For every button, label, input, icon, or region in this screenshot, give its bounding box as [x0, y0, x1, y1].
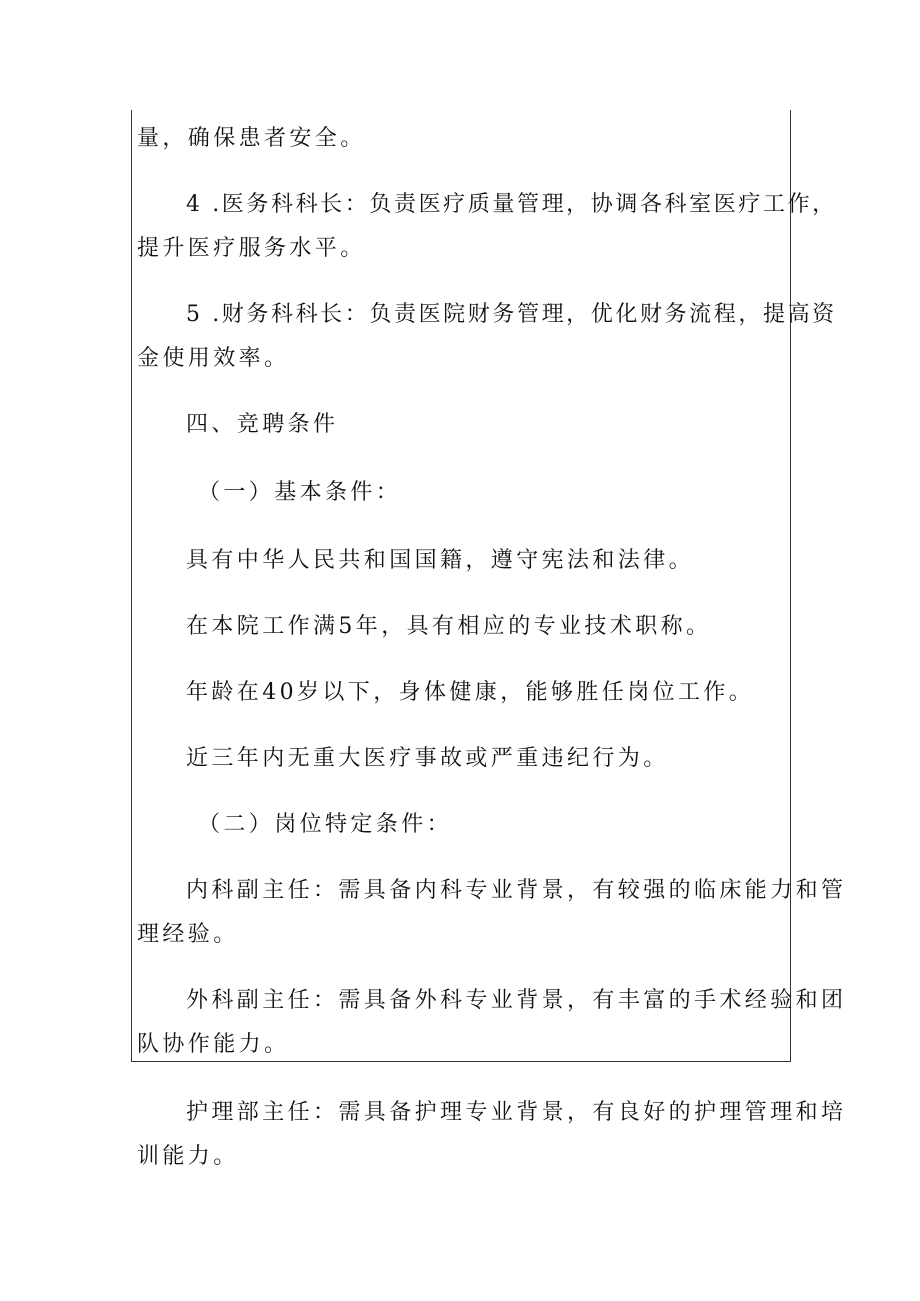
section-heading: 四、竞聘条件: [186, 412, 339, 437]
text-line: 具有中华人民共和国国籍，遵守宪法和法律。: [186, 548, 695, 573]
text-line: 量，确保患者安全。: [137, 126, 366, 151]
subsection-heading: （二）岗位特定条件：: [198, 812, 453, 837]
text-line: 年龄在40岁以下，身体健康，能够胜任岗位工作。: [186, 680, 755, 705]
text-line: 队协作能力。: [137, 1032, 290, 1057]
text-line: 近三年内无重大医疗事故或严重违纪行为。: [186, 746, 669, 771]
text-line: 在本院工作满5年，具有相应的专业技术职称。: [186, 614, 712, 639]
subsection-heading: （一）基本条件：: [198, 480, 402, 505]
text-line: 训能力。: [137, 1144, 239, 1169]
text-line: 理经验。: [137, 922, 239, 947]
text-line: 5 .财务科科长：负责医院财务管理，优化财务流程，提高资: [186, 302, 837, 327]
text-line: 4 .医务科科长：负责医疗质量管理，协调各科室医疗工作，: [186, 192, 837, 217]
text-line: 护理部主任：需具备护理专业背景，有良好的护理管理和培: [186, 1100, 847, 1125]
text-line: 内科副主任：需具备内科专业背景，有较强的临床能力和管: [186, 878, 847, 903]
text-line: 外科副主任：需具备外科专业背景，有丰富的手术经验和团: [186, 988, 847, 1013]
text-line: 金使用效率。: [137, 346, 290, 371]
text-line: 提升医疗服务水平。: [137, 236, 366, 261]
